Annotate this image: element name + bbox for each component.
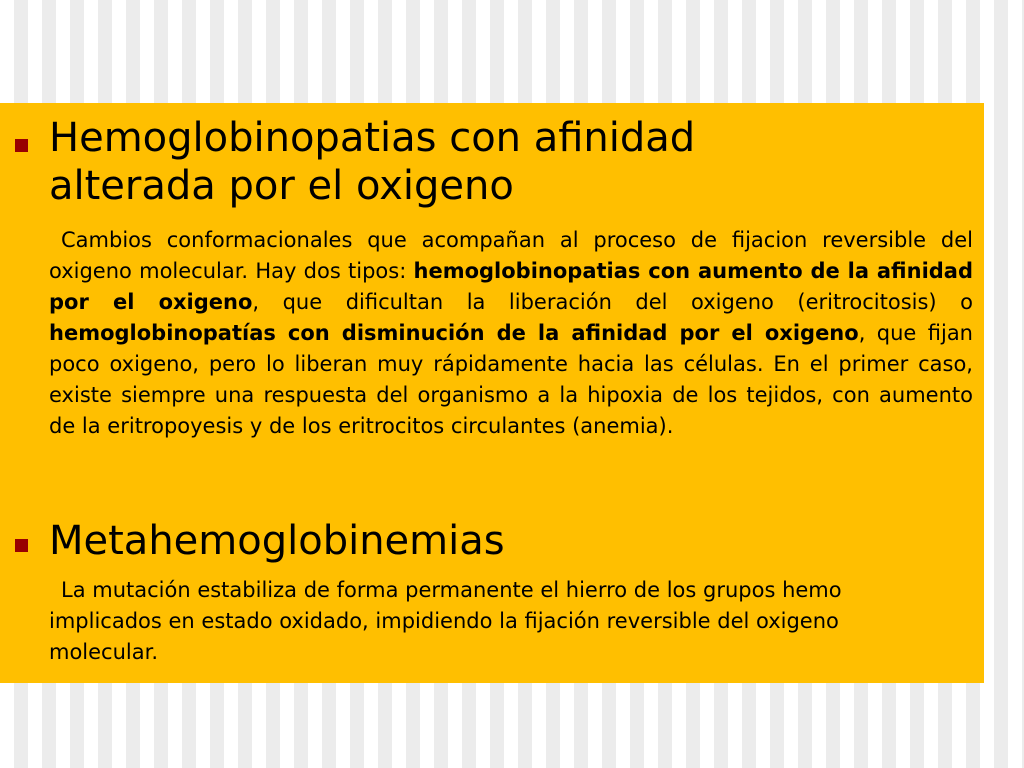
section-paragraph-affinity	[49, 225, 973, 442]
paragraph-bold-text: hemoglobinopatias con aumento de la afinidad por el oxigeno	[49, 259, 973, 314]
paragraph-text: La mutación estabiliza de forma permanente el hierro de los grupos hemo implicados en estado oxidado, impidiendo la fijación reversible del oxigeno molecular.	[49, 578, 842, 664]
heading-line-1: Hemoglobinopatias con afinidad	[49, 115, 696, 161]
section-heading-metahemoglobinemias: Metahemoglobinemias	[49, 518, 505, 564]
section-paragraph-metahemoglobinemias	[49, 575, 939, 668]
heading-line-2: alterada por el oxigeno	[49, 163, 514, 209]
paragraph-text: , que fijan poco oxigeno, pero lo liberan muy rápidamente hacia las células. En el primer caso, existe siempre una respuesta del organismo a la hipoxia de los tejidos, con aumento de la eritropoyesis y de los eritrocitos circulantes (anemia).	[49, 321, 973, 438]
paragraph-text: , que dificultan la liberación del oxigeno (eritrocitosis) o	[252, 290, 973, 314]
section-heading-affinity	[49, 114, 949, 210]
paragraph-text: Cambios conformacionales que acompañan al proceso de fijacion reversible del oxigeno molecular. Hay dos tipos:	[49, 228, 973, 283]
bullet-square-icon	[15, 539, 28, 552]
paragraph-bold-text: hemoglobinopatías con disminución de la afinidad por el oxigeno	[49, 321, 859, 345]
bullet-square-icon	[15, 139, 28, 152]
